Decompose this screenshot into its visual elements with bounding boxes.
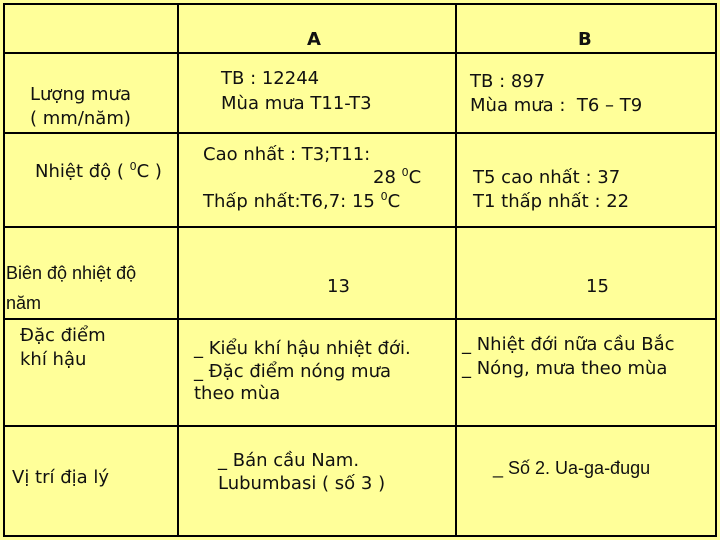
row-temperature-label: Nhiệt độ ( $^0$C ) xyxy=(35,160,162,182)
row-range-a: 13 xyxy=(327,276,350,297)
col-divider-1 xyxy=(177,3,179,537)
row-divider-3 xyxy=(3,318,717,320)
row-climate-a-line1: _ Kiểu khí hậu nhiệt đới. xyxy=(194,338,411,359)
row-range-label-line1: Biên độ nhiệt độ xyxy=(6,263,137,283)
row-temperature-a-line1: Cao nhất : T3;T11: xyxy=(203,144,371,165)
row-rainfall-b-line2: Mùa mưa : T6 – T9 xyxy=(470,95,643,116)
row-temperature-b-line1: T5 cao nhất : 37 xyxy=(473,167,621,188)
row-divider-2 xyxy=(3,226,717,228)
row-divider-1 xyxy=(3,132,717,134)
row-climate-b-line2: _ Nóng, mưa theo mùa xyxy=(462,358,668,379)
row-climate-a-line2: _ Đặc điểm nóng mưa xyxy=(194,361,392,382)
row-location-label: Vị trí địa lý xyxy=(12,467,110,488)
row-climate-label-line2: khí hậu xyxy=(20,349,87,370)
row-range-label-line2: năm xyxy=(6,293,42,313)
row-climate-b-line1: _ Nhiệt đới nữa cầu Bắc xyxy=(462,334,675,355)
row-divider-header xyxy=(3,52,717,54)
row-temperature-b-line2: T1 thấp nhất : 22 xyxy=(473,191,630,212)
header-col-a: A xyxy=(307,29,321,50)
row-rainfall-label-line1: Lượng mưa xyxy=(30,84,131,105)
row-location-a-line2: Lubumbasi ( số 3 ) xyxy=(218,473,386,494)
col-divider-2 xyxy=(455,3,457,537)
row-rainfall-b-line1: TB : 897 xyxy=(470,71,546,92)
row-range-b: 15 xyxy=(586,276,609,297)
row-location-b: _ Số 2. Ua-ga-đugu xyxy=(493,458,651,478)
row-rainfall-a-line1: TB : 12244 xyxy=(221,68,320,89)
row-climate-label-line1: Đặc điểm xyxy=(20,325,106,346)
row-temperature-a-line2: 28 $^0$C xyxy=(373,166,422,188)
row-temperature-a-line3: Thấp nhất:T6,7: 15 $^0$C xyxy=(203,190,401,212)
row-rainfall-label-line2: ( mm/năm) xyxy=(30,108,131,129)
row-location-a-line1: _ Bán cầu Nam. xyxy=(218,450,360,471)
row-climate-a-line3: theo mùa xyxy=(194,383,281,404)
row-rainfall-a-line2: Mùa mưa T11-T3 xyxy=(221,93,372,114)
header-col-b: B xyxy=(578,29,592,50)
row-divider-4 xyxy=(3,425,717,427)
